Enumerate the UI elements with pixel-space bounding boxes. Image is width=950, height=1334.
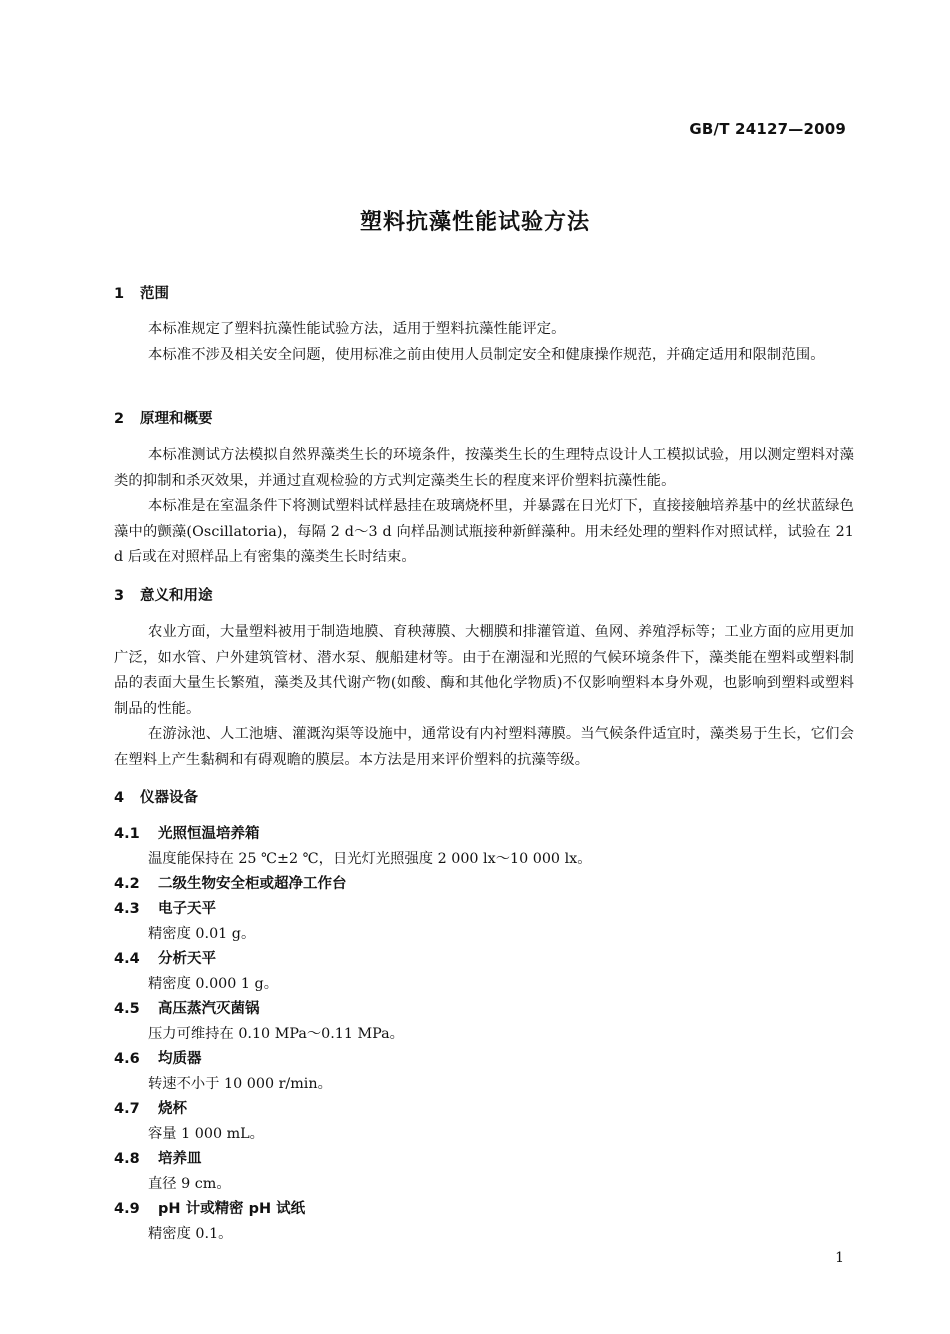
section-heading [114,583,854,609]
subsection-title: 均质器 [158,1051,202,1067]
equipment-item [114,822,854,872]
equipment-item [114,1047,854,1097]
subsection-text: 压力可维持在 0.10 MPa～0.11 MPa。 [148,1026,404,1042]
subsection-heading [114,997,854,1022]
subsection-heading [114,872,854,897]
subsection-title: 烧杯 [158,1101,187,1117]
section-number: 2 [114,411,125,427]
subsection-title: 电子天平 [158,901,216,917]
subsection-number: 4.5 [114,1001,140,1017]
subsection-text: 精密度 0.000 1 g。 [148,976,278,992]
subsection-title: 分析天平 [158,951,216,967]
section-2-body [114,443,854,571]
paragraph: 本标准规定了塑料抗藻性能试验方法，适用于塑料抗藻性能评定。 [148,321,566,337]
section-heading [114,785,854,811]
subsection-heading [114,897,854,922]
section-1 [114,281,854,307]
equipment-item [114,872,854,897]
section-title: 意义和用途 [140,588,213,604]
subsection-text: 温度能保持在 25 ℃±2 ℃，日光灯光照强度 2 000 lx～10 000 lx。 [148,851,592,867]
subsection-number: 4.9 [114,1201,140,1217]
subsection-heading [114,1147,854,1172]
equipment-item [114,1097,854,1147]
subsection-number: 4.8 [114,1151,140,1167]
subsection-text: 直径 9 cm。 [148,1176,231,1192]
section-heading [114,281,854,307]
section-heading [114,406,854,432]
section-3-body [114,620,854,773]
section-1-body [114,317,854,368]
equipment-list [114,822,854,1247]
subsection-title: pH 计或精密 pH 试纸 [158,1201,306,1217]
document-title: 塑料抗藻性能试验方法 [359,210,590,235]
equipment-item [114,1147,854,1197]
standard-code: GB/T 24127—2009 [689,120,846,138]
section-number: 1 [114,286,125,302]
page-number: 1 [835,1250,844,1266]
subsection-number: 4.3 [114,901,140,917]
paragraph: 本标准不涉及相关安全问题，使用标准之前由使用人员制定安全和健康操作规范，并确定适用和限制范围。 [148,346,825,363]
subsection-text: 容量 1 000 mL。 [148,1126,264,1142]
subsection-text: 精密度 0.01 g。 [148,926,256,942]
subsection-text: 转速不小于 10 000 r/min。 [148,1076,332,1092]
equipment-item [114,1197,854,1247]
paragraph: 本标准是在室温条件下将测试塑料试样悬挂在玻璃烧杯里，并暴露在日光灯下，直接接触培养基中的丝状蓝绿色藻中的颤藻(Oscillatoria)，每隔 2 d～3 d 向样品测试瓶接种新鲜藻种。用未经处理的塑料作对照试样，试验在 21 d 后或在对照样品上有密集的藻类生长时结束。 [114,498,854,565]
section-title: 原理和概要 [140,411,213,427]
subsection-title: 高压蒸汽灭菌锅 [158,1001,260,1017]
section-number: 3 [114,588,125,604]
subsection-number: 4.4 [114,951,140,967]
equipment-item [114,947,854,997]
section-title: 范围 [140,286,169,302]
section-title: 仪器设备 [140,790,198,806]
equipment-item [114,997,854,1047]
paragraph: 农业方面，大量塑料被用于制造地膜、育秧薄膜、大棚膜和排灌管道、鱼网、养殖浮标等；工业方面的应用更加广泛，如水管、户外建筑管材、潜水泵、舰船建材等。由于在潮湿和光照的气候环境条件下，藻类能在塑料或塑料制品的表面大量生长繁殖，藻类及其代谢产物(如酸、酶和其他化学物质)不仅影响塑料本身外观，也影响到塑料或塑料制品的性能。 [114,624,854,717]
subsection-title: 二级生物安全柜或超净工作台 [158,876,347,892]
subsection-number: 4.2 [114,876,140,892]
section-2 [114,406,854,432]
section-number: 4 [114,790,125,806]
subsection-heading [114,947,854,972]
subsection-heading [114,1047,854,1072]
subsection-number: 4.7 [114,1101,140,1117]
subsection-number: 4.6 [114,1051,140,1067]
section-4 [114,785,854,811]
subsection-heading [114,1197,854,1222]
subsection-number: 4.1 [114,826,140,842]
subsection-heading [114,822,854,847]
subsection-title: 光照恒温培养箱 [158,826,260,842]
subsection-text: 精密度 0.1。 [148,1226,233,1242]
subsection-heading [114,1097,854,1122]
section-3 [114,583,854,609]
paragraph: 在游泳池、人工池塘、灌溉沟渠等设施中，通常设有内衬塑料薄膜。当气候条件适宜时，藻类易于生长，它们会在塑料上产生黏稠和有碍观瞻的膜层。本方法是用来评价塑料的抗藻等级。 [114,726,854,768]
equipment-item [114,897,854,947]
paragraph: 本标准测试方法模拟自然界藻类生长的环境条件，按藻类生长的生理特点设计人工模拟试验，用以测定塑料对藻类的抑制和杀灭效果，并通过直观检验的方式判定藻类生长的程度来评价塑料抗藻性能。 [114,447,854,489]
subsection-title: 培养皿 [158,1151,202,1167]
